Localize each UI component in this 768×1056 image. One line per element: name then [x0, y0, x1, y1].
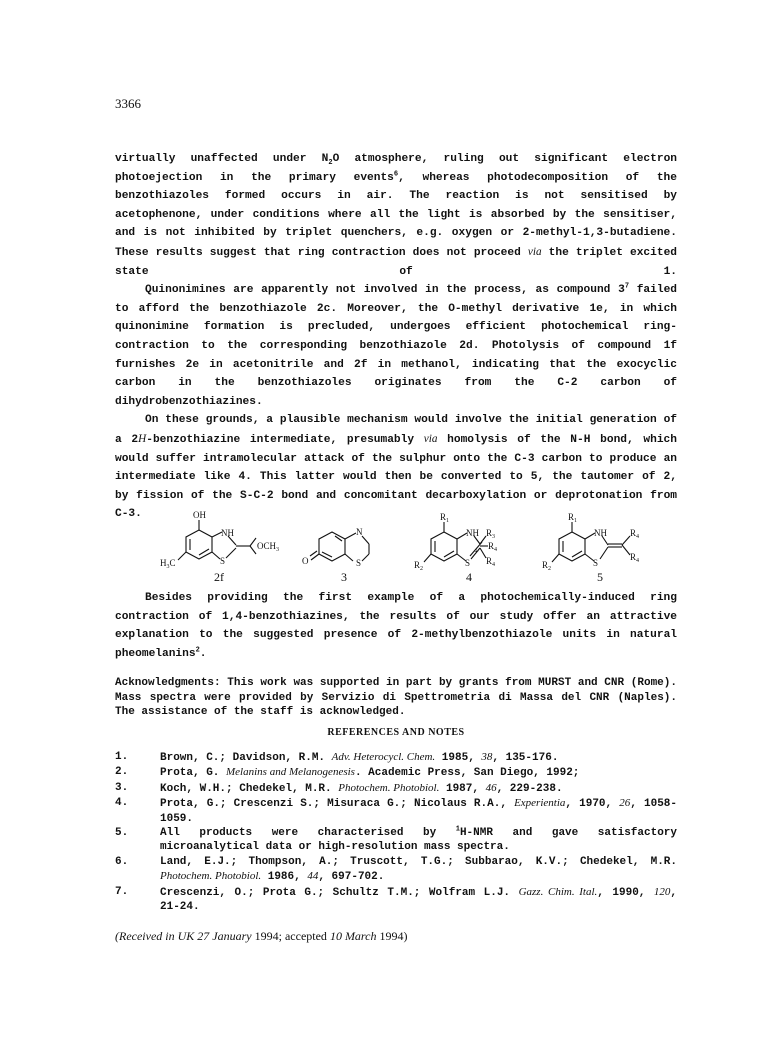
structure-label-4: 4: [466, 570, 472, 584]
reference-item: 6. Land, E.J.; Thompson, A.; Truscott, T.G.; Subbarao, K.V.; Chedekel, M.R. Photochem. Photobiol. 1986, 44, 697-702.: [115, 855, 677, 884]
atom-label: NH: [594, 528, 607, 538]
atom-label: OH: [193, 510, 206, 520]
page-number: 3366: [115, 96, 141, 111]
atom-label: S: [356, 558, 362, 568]
atom-label: S: [220, 556, 226, 566]
atom-label: $R_4$: [630, 528, 640, 540]
paragraph-4: Besides providing the first example of a photochemically-induced ring contraction of 1,4-benzothiazines, the results of our study offer an attractive explanation to the suggested presence of 2-methylbenzothiazole units in natural pheomelanins$^2$.: [115, 592, 677, 660]
charge-label: +: [474, 547, 479, 556]
chemical-structures: [0, 508, 768, 588]
main-text: [115, 150, 677, 524]
acknowledgments-heading: Acknowledgments:: [115, 677, 221, 689]
atom-label: $R_4$: [486, 556, 496, 568]
paragraph-2: Quinonimines are apparently not involved in the process, as compound $3^7$ failed to afford the benzothiazole 2c. Moreover, the O-methyl derivative 1e, in which quinonimine formation is precluded, undergoes efficient photochemical ring-contraction to the corresponding benzothiazole 2d. Photolysis of compound 1f furnishes 2e in acetonitrile and 2f in methanol, indicating that the exocyclic carbon in the benzothiazoles originates from the C-2 carbon of dihydrobenzothiazines.: [115, 282, 678, 408]
atom-label: S: [465, 558, 471, 568]
atom-label: $R_1$: [568, 512, 578, 524]
reference-item: 2. Prota, G. Melanins and Melanogenesis. Academic Press, San Diego, 1992;: [115, 766, 580, 780]
acknowledgments: [115, 676, 677, 720]
atom-label: NH: [466, 528, 479, 538]
received-note: (Received in UK 27 January 1994; accepted 10 March 1994): [115, 929, 408, 943]
atom-label: O: [302, 556, 309, 566]
structure-label-3: 3: [341, 570, 347, 584]
atom-label: $H_3C$: [160, 558, 176, 570]
atom-label: N: [356, 527, 363, 537]
reference-item: 5. All products were characterised by $^1$H-NMR and gave satisfactory microanalytical data or high-resolution mass spectra.: [115, 825, 678, 854]
reference-item: 7. Crescenzi, O.; Prota G.; Schultz T.M.; Wolfram L.J. Gazz. Chim. Ital., 1990, 120, 21-24.: [115, 885, 678, 914]
references-list: [115, 750, 677, 914]
paragraph-3: On these grounds, a plausible mechanism would involve the initial generation of a 2H-benzothiazine intermediate, presumably via homolysis of the N-H bond, which would suffer intramolecular attack of the sulphur onto the C-3 carbon to produce an intermediate like 4. This latter would then be converted to 5, the tautomer of 2, by fission of the S-C-2 bond and concomitant decarboxylation or deprotonation from C-3.: [115, 414, 677, 521]
structure-label-5: 5: [597, 570, 603, 584]
reference-item: 4. Prota, G.; Crescenzi S.; Misuraca G.; Nicolaus R.A., Experientia, 1970, 26, 1058-1059.: [115, 797, 677, 825]
atom-label: $OCH_3$: [257, 541, 280, 553]
atom-label: $R_1$: [440, 512, 450, 524]
structure-2f: [178, 520, 256, 560]
atom-label: $R_4$: [630, 552, 640, 564]
atom-label: $R_2$: [414, 560, 424, 572]
reference-item: 3. Koch, W.H.; Chedekel, M.R. Photochem. Photobiol. 1987, 46, 229-238.: [115, 781, 563, 795]
structure-label-2f: 2f: [214, 570, 224, 584]
acknowledgments-text: This work was supported in part by grants from MURST and CNR (Rome). Mass spectra were provided by Servizio di Spettrometria di Massa del CNR (Naples). The assistance of the staff is acknowledged.: [115, 677, 677, 718]
structure-5: [552, 522, 630, 562]
paragraph-1: virtually unaffected under $N_2O$ atmosphere, ruling out significant electron photoejection in the primary events$^6$, whereas photodecomposition of the benzothiazoles formed occurs in air. The reaction is not sensitised by acetophenone, under conditions where all the light is absorbed by the sensitiser, and is not inhibited by triplet quenchers, e.g. oxygen or 2-methyl-1,3-butadiene. These results suggest that ring contraction does not proceed via the triplet excited state of 1.: [115, 153, 677, 278]
atom-label: $R_4$: [488, 541, 498, 553]
atom-label: $R_3$: [486, 528, 496, 540]
atom-label: S: [593, 558, 599, 568]
references-title: REFERENCES AND NOTES: [327, 727, 465, 738]
atom-label: $R_2$: [542, 560, 552, 572]
reference-item: 1. Brown, C.; Davidson, R.M. Adv. Heterocycl. Chem. 1985, 38, 135-176.: [115, 751, 559, 764]
atom-label: NH: [221, 528, 234, 538]
